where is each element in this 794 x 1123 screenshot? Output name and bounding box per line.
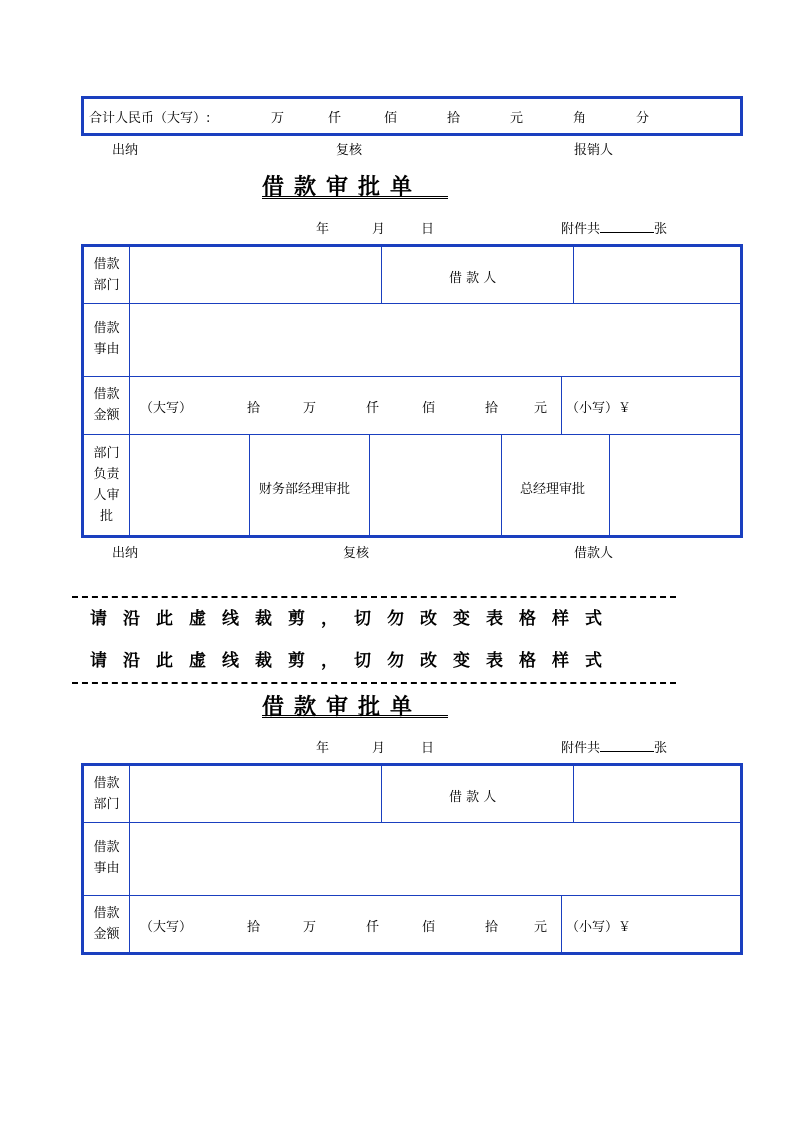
- summary-sign-cashier: 出纳: [112, 143, 139, 158]
- form1-borrower-value[interactable]: [575, 248, 739, 302]
- form2-title: 借款审批单: [262, 694, 423, 720]
- form2-dept-label-line1: 借款: [93, 776, 120, 791]
- form2-row-line-1: [84, 822, 740, 823]
- form1-amount-unit-qian: 仟: [366, 401, 380, 416]
- form1-sign-cashier: 出纳: [112, 546, 139, 561]
- form2-amount-unit-shi-wan: 拾: [247, 920, 261, 935]
- form1-approve-label-line3: 人审: [93, 488, 120, 503]
- form1-approve-label: [84, 443, 129, 527]
- form2-attachment-count: [561, 737, 667, 756]
- form1-attach-prefix: 附件共: [561, 222, 601, 237]
- form1-amount-unit-shi-wan: 拾: [247, 401, 261, 416]
- form2-label-col-line: [129, 766, 130, 952]
- form1-amount-unit-bai: 佰: [422, 401, 436, 416]
- summary-unit-fen: 分: [636, 111, 650, 126]
- form1-reason-label: [84, 318, 129, 360]
- form1-approve-label-line2: 负责: [93, 467, 120, 482]
- form1-r1-line-b: [573, 247, 574, 303]
- form1-attachment-count: [561, 218, 667, 237]
- form1-r4-line-d: [609, 434, 610, 535]
- form2-dept-label-line2: 部门: [93, 797, 120, 812]
- form1-label-col-line: [129, 247, 130, 535]
- form2-amount-label-line2: 金额: [93, 927, 120, 942]
- cut-notice-1: 请沿此虚线裁剪，切勿改变表格样式: [90, 609, 618, 629]
- form1-gm-value[interactable]: [611, 436, 739, 534]
- form2-attach-prefix: 附件共: [561, 741, 601, 756]
- summary-unit-jiao: 角: [573, 111, 587, 126]
- form1-r4-line-c: [501, 434, 502, 535]
- form2-amount-unit-bai: 佰: [422, 920, 436, 935]
- form1-dept-label: [84, 254, 129, 296]
- form2-reason-label-line2: 事由: [93, 861, 120, 876]
- form1-amount-label-line1: 借款: [93, 387, 120, 402]
- form2-amount-label-line1: 借款: [93, 906, 120, 921]
- form2-r3-line: [561, 895, 562, 952]
- cut-line-top: [72, 596, 676, 598]
- form1-amount-unit-wan: 万: [303, 401, 317, 416]
- form1-amount-label-line2: 金额: [93, 408, 120, 423]
- summary-total-label: 合计人民币（大写）:: [89, 111, 211, 126]
- form2-title-underline: [262, 715, 448, 718]
- form1-reason-value[interactable]: [131, 305, 739, 375]
- form1-row-line-2: [84, 376, 740, 377]
- form1-reason-label-line2: 事由: [93, 342, 120, 357]
- form1-sign-borrower: 借款人: [574, 546, 614, 561]
- form1-dept-label-line2: 部门: [93, 278, 120, 293]
- form1-gm-label: 总经理审批: [520, 482, 586, 497]
- form1-amount-small: （小写）￥: [566, 401, 632, 416]
- form1-amount-label: [84, 384, 129, 426]
- form1-borrower-label: 借 款 人: [449, 271, 497, 286]
- form1-dept-value[interactable]: [131, 248, 380, 302]
- form2-dept-value[interactable]: [131, 767, 380, 821]
- form1-date-month: 月: [372, 222, 386, 237]
- form1-attach-blank[interactable]: [600, 221, 654, 233]
- form2-amount-unit-yuan: 元: [534, 920, 548, 935]
- form1-approve-label-line4: 批: [99, 509, 113, 524]
- form1-title-underline: [262, 196, 448, 199]
- form2-amount-unit-wan: 万: [303, 920, 317, 935]
- summary-unit-shi: 拾: [447, 111, 461, 126]
- form1-r4-line-a: [249, 434, 250, 535]
- form1-dept-label-line1: 借款: [93, 257, 120, 272]
- form1-date-year: 年: [316, 222, 330, 237]
- form2-reason-label: [84, 837, 129, 879]
- form2-amount-small: （小写）￥: [566, 920, 632, 935]
- summary-unit-qian: 仟: [328, 111, 342, 126]
- form2-date-year: 年: [316, 741, 330, 756]
- form1-r1-line-a: [381, 247, 382, 303]
- form2-amount-capital: （大写）: [140, 920, 193, 935]
- summary-unit-bai: 佰: [384, 111, 398, 126]
- form1-row-line-1: [84, 303, 740, 304]
- form1-r4-line-b: [369, 434, 370, 535]
- form2-date-month: 月: [372, 741, 386, 756]
- summary-sign-review: 复核: [336, 143, 363, 158]
- form1-reason-label-line1: 借款: [93, 321, 120, 336]
- form1-amount-unit-yuan: 元: [534, 401, 548, 416]
- form1-finance-value[interactable]: [371, 436, 500, 534]
- form1-title: 借款审批单: [262, 174, 423, 200]
- form1-approve-label-line1: 部门: [93, 446, 120, 461]
- form2-amount-unit-shi: 拾: [485, 920, 499, 935]
- form2-reason-value[interactable]: [131, 824, 739, 894]
- form2-row-line-2: [84, 895, 740, 896]
- form2-r1-line-a: [381, 766, 382, 822]
- form1-date-day: 日: [421, 222, 435, 237]
- form2-borrower-label: 借 款 人: [449, 790, 497, 805]
- form1-attach-suffix: 张: [654, 222, 668, 237]
- form2-attach-blank[interactable]: [600, 740, 654, 752]
- form2-date-day: 日: [421, 741, 435, 756]
- cut-notice-2: 请沿此虚线裁剪，切勿改变表格样式: [90, 651, 618, 671]
- summary-sign-claimant: 报销人: [574, 143, 614, 158]
- form1-r3-line: [561, 376, 562, 434]
- cut-line-bottom: [72, 682, 676, 684]
- form1-amount-capital: （大写）: [140, 401, 193, 416]
- form2-reason-label-line1: 借款: [93, 840, 120, 855]
- form2-dept-label: [84, 773, 129, 815]
- form1-amount-unit-shi: 拾: [485, 401, 499, 416]
- form2-amount-unit-qian: 仟: [366, 920, 380, 935]
- form2-amount-label: [84, 903, 129, 945]
- form1-finance-label: 财务部经理审批: [259, 482, 351, 497]
- form1-sign-review: 复核: [343, 546, 370, 561]
- summary-unit-wan: 万: [271, 111, 285, 126]
- form1-dept-approve-value[interactable]: [131, 436, 248, 534]
- form2-r1-line-b: [573, 766, 574, 822]
- form1-row-line-3: [84, 434, 740, 435]
- summary-unit-yuan: 元: [510, 111, 524, 126]
- form2-borrower-value[interactable]: [575, 767, 739, 821]
- form2-attach-suffix: 张: [654, 741, 668, 756]
